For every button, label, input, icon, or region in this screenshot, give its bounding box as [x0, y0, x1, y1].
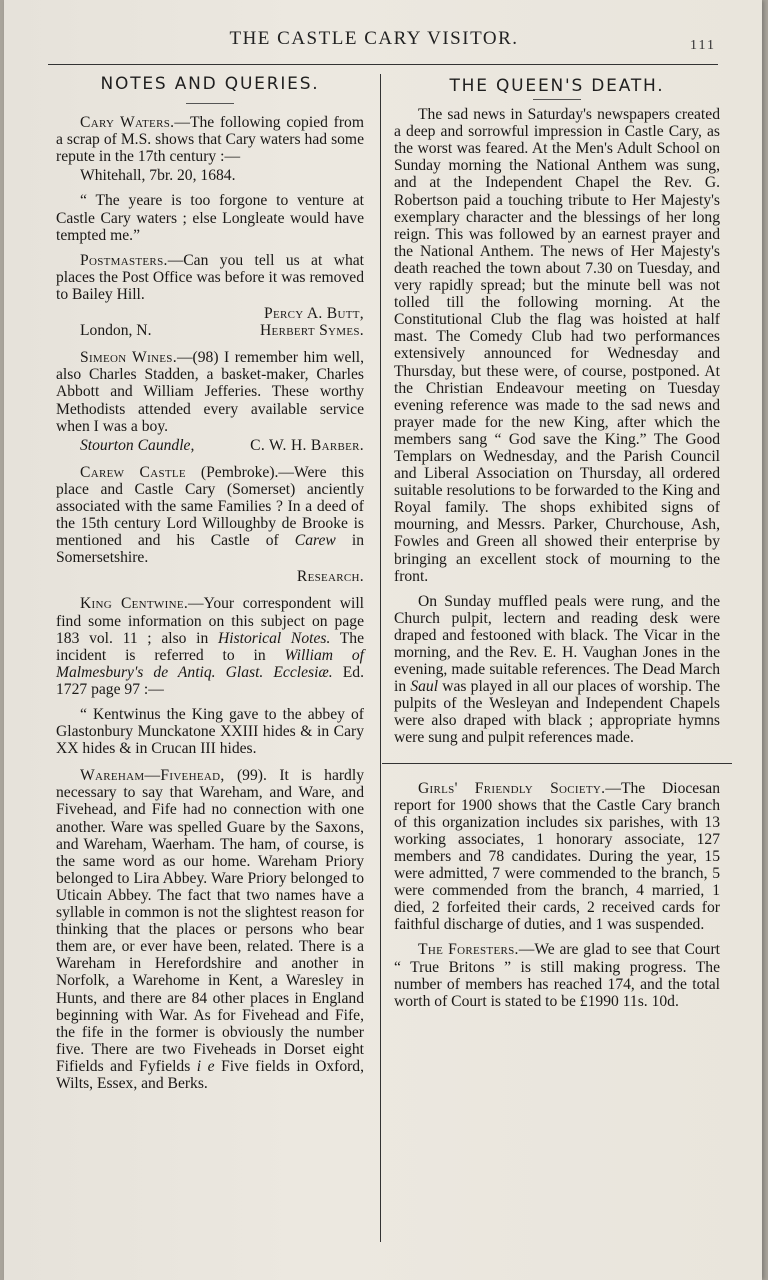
right-column — [394, 78, 720, 1018]
king-centwine-quote: “ Kentwinus the King gave to the abbey of Glastonbury Munckatone XXIII hides & in Cary XX hides & in Crucan III hides. — [56, 706, 364, 758]
king-centwine-text-c: Ed. 1727 page 97 :— — [56, 663, 364, 698]
printed-page — [4, 0, 762, 1280]
queens-death-paragraph-2 — [394, 593, 720, 747]
king-centwine-book-2: William of Malmesbury's de Antiq. Glast. Ecclesiæ. — [56, 646, 365, 681]
page-number: 111 — [690, 38, 716, 53]
simeon-wines-signature-row — [56, 437, 364, 454]
running-head: THE CASTLE CARY VISITOR. — [229, 28, 519, 49]
king-centwine-text-a: —Your correspondent will find some information on this subject on page 183 vol. 11 ; also in — [56, 595, 364, 647]
queens-death-paragraph-2-a: On Sunday muffled peals were rung, and the Church pulpit, lectern and reading desk were draped and festooned with black. The Vicar in the morning, and the Rev. E. H. Vaughan Jones in the evening, made suitable references. The Dead March in — [394, 592, 720, 696]
wareham-ie: i e — [196, 1057, 215, 1075]
cary-waters-text: —The following copied from a scrap of M.S. shows that Cary waters had some repute in the 17th century :— — [56, 114, 364, 166]
wareham-title: Wareham—Fivehead, — [80, 767, 225, 785]
girls-friendly-society-note — [394, 780, 720, 934]
carew-castle-title: Carew Castle — [80, 463, 186, 481]
king-centwine-text-b: The incident is referred to in — [56, 629, 364, 664]
king-centwine-title: King Centwine. — [80, 595, 189, 613]
notes-and-queries-heading: NOTES AND QUERIES. — [100, 74, 320, 94]
postmasters-signature-row — [56, 322, 364, 339]
cary-waters-note — [56, 114, 364, 165]
cary-waters-dateline: Whitehall, 7br. 20, 1684. — [80, 167, 236, 185]
king-centwine-note — [56, 595, 364, 698]
carew-castle-text-b: in Somersetshire. — [56, 532, 364, 567]
queens-death-paragraph-1: The sad news in Saturday's newspapers created a deep and sorrowful impression in Castle Cary, as the worst was feared. At the Men's Adult School on Sunday morning the National Anthem was sung, and at the Independent Chapel the Rev. G. Robertson paid a touching tribute to Her Majesty's exemplary character and the blessings of her long reign. This was followed by an earnest prayer and the National Anthem. The news of Her Majesty's death reached the town about 7.30 on Tuesday, and very rapidly spread; but the minute bell was not tolled till the following morning. At the Constitutional Club the flag was hoisted at half mast. The Comedy Club had two performances extensively announced for Wednesday and Thursday, but these were, of course, postponed. At the Christian Endeavour meeting on Tuesday evening reference was made to the sad news and prayer made for the new King, after which the members sang “ God save the King.” The Good Templars on Wednesday, and the Parish Council and Liberal Association on Thursday, all ordered suitable resolutions to be forwarded to the King and Royal family. The shops exhibited signs of mourning, and Messrs. Parker, Churchouse, Ash, Fowles and Green all showed their enterprise by bringing an excellent stock of mourning to the front. — [394, 106, 720, 585]
postmasters-note — [56, 252, 364, 303]
foresters-note — [394, 941, 720, 1009]
postmasters-signature-1: Percy A. Butt, — [264, 305, 364, 323]
heading-rule — [186, 103, 234, 104]
foresters-text: —We are glad to see that Court “ True Britons ” is still making progress. The number of members has reached 174, and the total worth of Court is stated to be £1990 11s. 10d. — [394, 941, 720, 1010]
postmasters-text: —Can you tell us at what places the Post Office was before it was removed to Bailey Hill. — [56, 251, 364, 303]
king-centwine-book-1: Historical Notes. — [217, 629, 331, 647]
postmasters-title: Postmasters. — [80, 251, 168, 269]
queens-death-heading: THE QUEEN'S DEATH. — [449, 76, 665, 96]
postmasters-signature-2: Herbert Symes. — [260, 322, 364, 340]
girls-friendly-society-text: —The Diocesan report for 1900 shows that the Castle Cary branch of this organization includes six parishes, with 13 working associates, 1 honorary associate, 127 members and 78 candidates. During the year, 15 were admitted, 7 were commended to the branch, 5 were commended from the branch, 4 married, 1 died, 2 forfeited their cards, 2 received cards for faithful discharge of duties, and 1 was suspended. — [394, 779, 720, 934]
simeon-wines-signature: C. W. H. Barber. — [250, 436, 364, 454]
cary-waters-quote: “ The yeare is too forgone to venture at Castle Cary waters ; else Longleate would have tempted me.” — [56, 192, 364, 244]
saul-italic: Saul — [410, 678, 439, 696]
queens-death-rule — [533, 99, 581, 100]
simeon-wines-text: —(98) I remember him well, also Charles Stadden, a basket-maker, Charles Abbott and William Jefferies. These worthy Methodists attended every available service when I was a boy. — [56, 349, 364, 435]
queens-death-paragraph-2-b: was played in all our places of worship. The pulpits of the Wesleyan and Independent Chapels were also draped with black ; appropriate hymns were sung and pulpit references made. — [394, 678, 720, 747]
wareham-text: (99). It is hardly necessary to say that Wareham, and Ware, and Fivehead, and Fife had no connection with one another. Ware was spelled Guare by the Saxons, and Wareham, Waerham. The ham, of course, is the same word as our home. Wareham Priory belonged to Lira Abbey. Ware Priory belonged to Uticain Abbey. The fact that two names have a syllable in common is not the slightest reason for thinking that the places or persons who bear them are, or ever have been, related. There is a Wareham in Herefordshire and another in Norfolk, a Warehome in Kent, a Waresley in Hunts, and there are 84 other places in England beginning with War. As for Fivehead and Fife, the fife in the former is obviously the number five. There are two Fiveheads in Dorset eight Fifields and Fyfields — [56, 767, 364, 1075]
carew-castle-italic: Carew — [294, 532, 336, 550]
section-rule — [382, 763, 732, 764]
column-divider — [380, 74, 381, 1242]
left-column — [56, 76, 364, 1100]
carew-castle-text-a: (Pembroke).—Were this place and Castle Cary (Somerset) anciently associated with the same Families ? In a deed of the 15th century Lord Willoughby de Brooke is mentioned and his Castle of — [56, 463, 365, 550]
simeon-wines-place: Stourton Caundle, — [80, 436, 195, 454]
wareham-text-end: Five fields in Oxford, Wilts, Essex, and Berks. — [56, 1057, 365, 1092]
wareham-note — [56, 767, 364, 1092]
postmasters-place: London, N. — [80, 322, 152, 340]
simeon-wines-note — [56, 349, 364, 434]
header-rule — [48, 64, 718, 65]
carew-castle-signature: Research. — [296, 568, 364, 586]
carew-castle-note — [56, 464, 364, 567]
foresters-title: The Foresters. — [418, 941, 519, 959]
girls-friendly-society-title: Girls' Friendly Society. — [418, 779, 606, 797]
simeon-wines-title: Simeon Wines. — [80, 349, 177, 367]
cary-waters-title: Cary Waters. — [80, 114, 175, 132]
